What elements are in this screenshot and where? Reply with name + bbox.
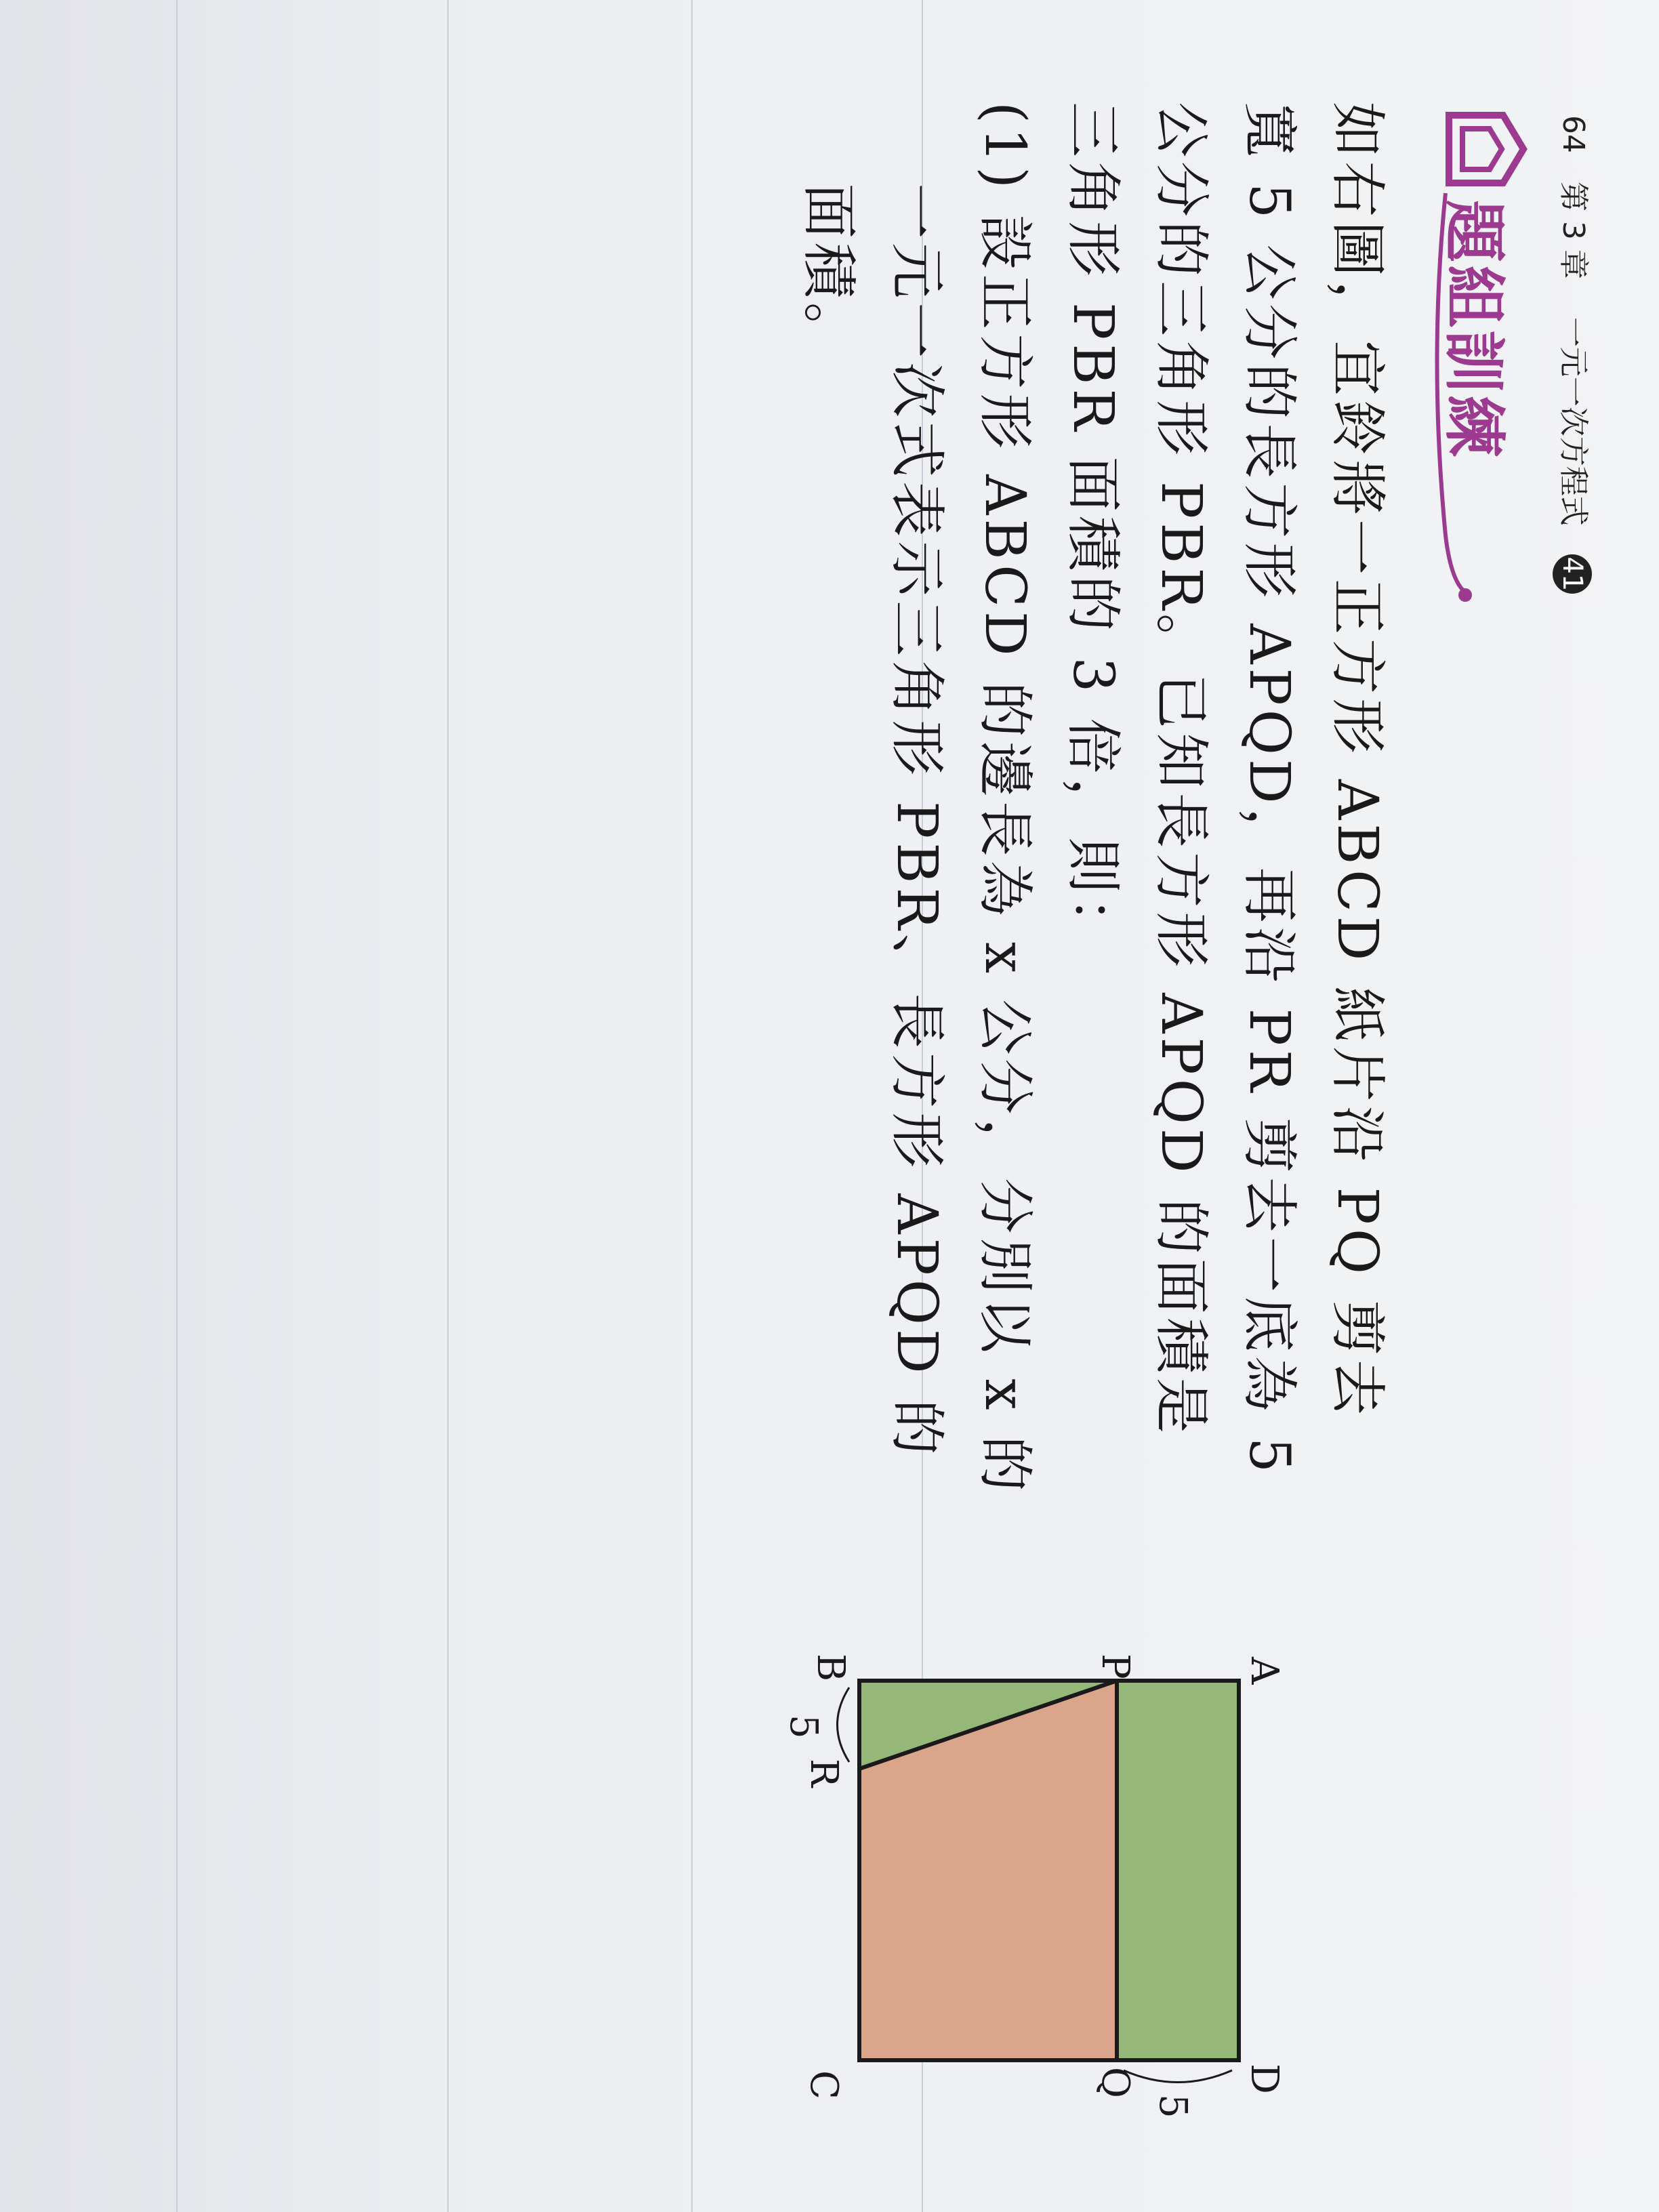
label-c: C	[802, 2070, 846, 2100]
problem-line-3: 公分的三角形 PBR。已知長方形 APQD 的面積是	[1149, 102, 1213, 1437]
page-header	[1553, 115, 1598, 594]
geometry-figure	[724, 1654, 1307, 2142]
label-q: Q	[1093, 2067, 1137, 2098]
problem-line-5: (1) 設正方形 ABCD 的邊長為 x 公分，分別以 x 的	[972, 102, 1037, 1496]
label-5-br: 5	[781, 1715, 825, 1739]
label-5-ap: 5	[1151, 2094, 1195, 2118]
problem-line-6: 一元一次式表示三角形 PBR、長方形 APQD 的	[884, 102, 949, 1459]
section-banner	[1429, 102, 1530, 637]
chapter-badge: 41	[1553, 554, 1592, 594]
problem-line-7: 面積。	[796, 102, 861, 363]
label-p: P	[1093, 1654, 1137, 1679]
label-r: R	[802, 1759, 846, 1788]
page-number: 64	[1556, 115, 1591, 153]
chapter-label: 第 3 章	[1556, 181, 1591, 279]
problem-line-4: 三角形 PBR 面積的 3 倍，則：	[1061, 102, 1125, 957]
label-d: D	[1242, 2064, 1286, 2094]
problem-line-2: 寬 5 公分的長方形 APQD，再沿 PR 剪去一底為 5	[1237, 102, 1301, 1477]
section-title: 題組訓練	[1437, 200, 1510, 461]
label-a: A	[1242, 1657, 1286, 1685]
problem-line-1: 如右圖，宜鈴將一正方形 ABCD 紙片沿 PQ 剪去	[1325, 102, 1389, 1420]
label-b: B	[808, 1654, 853, 1682]
chapter-title: 一元一次方程式	[1556, 316, 1591, 526]
